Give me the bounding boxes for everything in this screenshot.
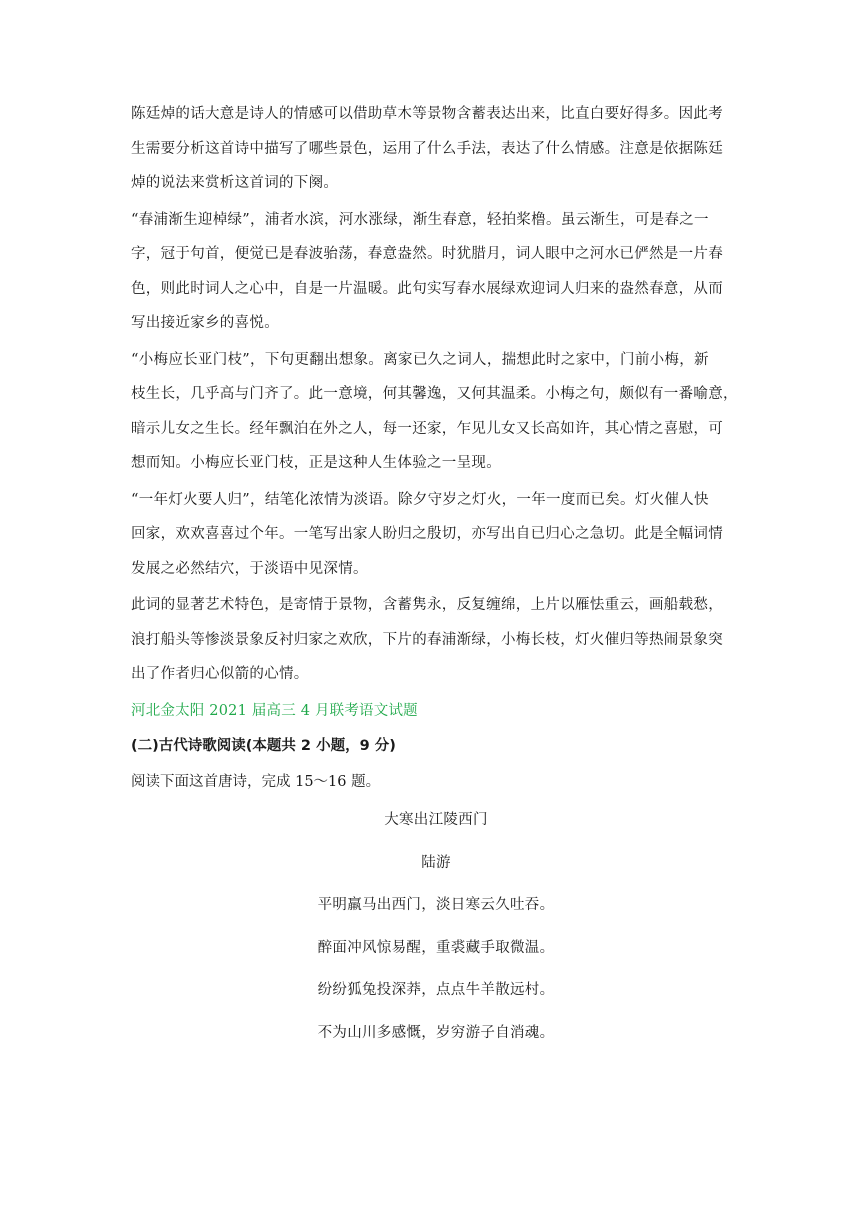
poem-line: 纷纷狐兔投深莽，点点牛羊散远村。 <box>317 982 555 998</box>
text-line: 浪打船头等惨淡景象反衬归家之欢欣，下片的春浦渐绿，小梅长枝，灯火催归等热闹景象突 <box>131 631 723 648</box>
text-line: 枝生长，几乎高与门齐了。此一意境，何其馨逸，又何其温柔。小梅之句，颇似有一番喻意， <box>131 386 738 402</box>
analysis-paragraph-3 <box>131 343 741 481</box>
text-line: 出了作者归心似箭的心情。 <box>131 666 309 682</box>
text-line: 此词的显著艺术特色，是寄情于景物，含蓄隽永，反复缠绵，上片以雁怯重云，画船载愁， <box>131 597 723 613</box>
text-line: “春浦渐生迎棹绿”，浦者水滨，河水涨绿，渐生春意，轻拍桨橹。虽云渐生，可是春之一 <box>131 211 709 228</box>
poem-title: 大寒出江陵西门 <box>384 812 488 828</box>
text-line: 陈廷焯的话大意是诗人的情感可以借助草木等景物含蓄表达出来，比直白要好得多。因此考 <box>131 106 723 122</box>
text-line: “小梅应长亚门枝”，下句更翻出想象。离家已久之词人，揣想此时之家中，门前小梅，新 <box>131 351 709 368</box>
analysis-paragraph-1 <box>131 97 741 201</box>
poem-line: 平明羸马出西门，淡日寒云久吐吞。 <box>317 897 555 913</box>
text-line: 回家，欢欢喜喜过个年。一笔写出家人盼归之殷切，亦写出自已归心之急切。此是全幅词情 <box>131 526 723 542</box>
section-heading: (二)古代诗歌阅读(本题共 2 小题，9 分) <box>131 738 396 754</box>
text-line: 焯的说法来赏析这首词的下阕。 <box>131 175 339 191</box>
analysis-paragraph-5 <box>131 588 741 692</box>
source-exam-label: 河北金太阳 2021 届高三 4 月联考语文试题 <box>131 702 418 719</box>
text-line: 发展之必然结穴，于淡语中见深情。 <box>131 560 368 577</box>
text-line: 色，则此时词人之心中，自是一片温暖。此句实写春水展绿欢迎词人归来的盎然春意，从而 <box>131 280 723 297</box>
text-line: “一年灯火要人归”，结笔化浓情为淡语。除夕守岁之灯火，一年一度而已矣。灯火催人快 <box>131 491 709 508</box>
poem-author: 陆游 <box>421 854 451 871</box>
text-line: 暗示儿女之生长。经年飘泊在外之人，每一还家，乍见儿女又长高如许，其心情之喜慰，可 <box>131 420 723 437</box>
poem-block <box>131 803 741 1050</box>
poem-line: 醉面冲风惊易醒，重裘藏手取微温。 <box>317 939 555 956</box>
analysis-paragraph-2 <box>131 203 741 341</box>
text-line: 生需要分析这首诗中描写了哪些景色，运用了什么手法，表达了什么情感。注意是依据陈廷 <box>131 140 723 157</box>
poem-line: 不为山川多感慨，岁穷游子自消魂。 <box>317 1024 555 1041</box>
text-line: 字，冠于句首，便觉已是春波骀荡，春意盎然。时犹腊月，词人眼中之河水已俨然是一片春 <box>131 246 723 262</box>
analysis-section <box>131 97 741 692</box>
document-content <box>131 97 741 1058</box>
analysis-paragraph-4 <box>131 483 741 587</box>
text-line: 写出接近家乡的喜悦。 <box>131 315 279 331</box>
question-instruction: 阅读下面这首唐诗，完成 15～16 题。 <box>131 773 381 790</box>
text-line: 想而知。小梅应长亚门枝，正是这种人生体验之一呈现。 <box>131 455 501 471</box>
